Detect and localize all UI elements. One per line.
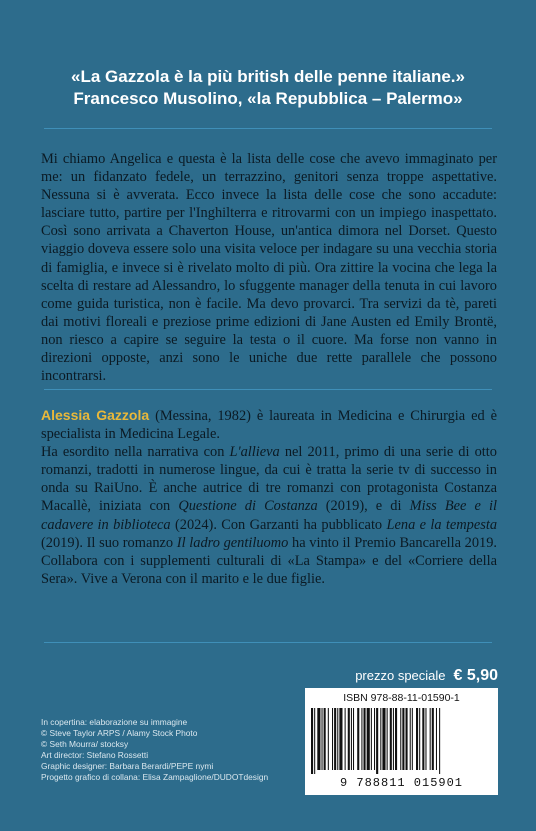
barcode-bar [374, 708, 375, 770]
barcode-bar [410, 708, 411, 770]
barcode-bar [430, 708, 431, 770]
divider-bottom [44, 642, 492, 643]
barcode-bar [371, 708, 372, 770]
divider-top [44, 128, 492, 129]
barcode-bar [364, 708, 366, 770]
barcode-bar [334, 708, 336, 770]
barcode-bar [328, 708, 329, 770]
price-label: prezzo speciale [355, 668, 446, 683]
book-title: Il ladro gentiluomo [176, 534, 289, 551]
barcode-bars [311, 708, 492, 774]
barcode-bar [348, 708, 350, 770]
bio-paragraph-1 [41, 406, 497, 443]
back-cover-blurb: Mi chiamo Angelica e questa è la lista delle cose che avevo immaginato per me: un fidanzato fedele, un terrazzino, genitori senza troppe aspettative. Nessuna si è avverata. Ecco invece la lista delle cose che sono accadute: lasciare tutto, partire per l'Inghilterra e ritrovarmi con un impiego inaspettato. Così sono arrivata a Chaverton House, un'antica dimora nel Dorset. Questo viaggio doveva essere solo una visita veloce per indagare su una vecchia storia di famiglia, e invece si è rivelato molto di più. Ora zittire la vocina che lega la scelta di restare ad Alessandro, lo sfuggente manager della tenuta in cui lavoro come guida turistica, non è facile. Ma devo provarci. Tra servizi da tè, pareti dai motivi floreali e preziose prime edizioni di Jane Austen ed Emily Brontë, non riesco a capire se seguire la testa o il cuore. Ma forse non vanno in direzioni opposte, anzi sono le uniche due rette parallele che possono incontrarsi. [41, 151, 497, 385]
book-title: L'allieva [229, 444, 280, 461]
barcode-bar [317, 708, 320, 770]
barcode-bar [322, 708, 323, 770]
barcode-bar [387, 708, 388, 770]
barcode-bar [425, 708, 426, 770]
price-value: € 5,90 [453, 667, 498, 684]
credit-line: In copertina: elaborazione su immagine [41, 717, 188, 727]
barcode-bar [337, 708, 338, 770]
barcode-bar [357, 708, 359, 770]
barcode-bar [406, 708, 408, 770]
barcode-bar [436, 708, 437, 770]
bio-text: (2024). Con Garzanti ha pubblicato [170, 516, 387, 533]
barcode-bar [395, 708, 397, 770]
credit-line: Art director: Stefano Rossetti [41, 750, 149, 760]
isbn-number: ISBN 978-88-11-01590-1 [343, 692, 460, 704]
divider-middle [44, 389, 492, 390]
isbn-barcode [305, 688, 498, 795]
book-title: Miss Bee e il cadavere in biblioteca [41, 498, 497, 533]
book-title: Lena e la tempesta [386, 516, 498, 533]
bio-text: (2019). Il suo romanzo [41, 534, 177, 551]
barcode-bar [332, 708, 333, 770]
barcode-bar [324, 708, 326, 770]
barcode-bar [351, 708, 352, 770]
bio-text: ha vinto il Premio Bancarella 2019. Collabora con i supplementi culturali di «La Stampa» e del «Corriere della Sera». Vive a Verona con il marito e le due figlie. [41, 534, 498, 587]
barcode-bar [382, 708, 385, 770]
bio-text: nel 2011, primo di una serie di otto romanzi, tradotti in numerose lingue, da cui è tratta la serie tv di successo in onda su RaiUno. È anche autrice di tre romanzi con protagonista Costanza Macallè, iniziata con [41, 444, 497, 515]
barcode-bar [345, 708, 346, 770]
barcode-bar [416, 708, 418, 770]
credit-line: © Steve Taylor ARPS / Alamy Stock Photo [41, 728, 198, 738]
bio-text: Ha esordito nella narrativa con [41, 444, 230, 461]
barcode-bar [367, 708, 370, 770]
author-name: Alessia Gazzola [41, 407, 150, 423]
barcode-bar [380, 708, 381, 770]
barcode-bar [393, 708, 394, 770]
barcode-bar [353, 708, 354, 770]
barcode-digits: 9 788811 015901 [339, 776, 464, 790]
bio-intro: (Messina, 1982) è laureata in Medicina e Chirurgia ed è specialista in Medicina Legale. [41, 408, 497, 443]
barcode-bar [439, 708, 440, 774]
price-tag [355, 667, 498, 685]
barcode-bar [402, 708, 404, 770]
bio-text: (2019), e di [317, 498, 410, 515]
credit-line: © Seth Mourra/ stocksy [41, 739, 129, 749]
credit-line: Graphic designer: Barbara Berardi/PEPE nymi [41, 761, 214, 771]
barcode-bar [419, 708, 420, 770]
press-quote [0, 66, 536, 110]
barcode-bar [311, 708, 313, 774]
bio-paragraph-2 [41, 443, 497, 588]
quote-text: «La Gazzola è la più british delle penne italiane.» [71, 67, 465, 86]
barcode-bar [314, 708, 315, 774]
barcode-bar [339, 708, 342, 770]
book-title: Questione di Costanza [178, 498, 318, 515]
barcode-bar [400, 708, 401, 770]
barcode-bar [376, 708, 378, 774]
cover-credits [41, 717, 268, 783]
credit-line: Progetto grafico di collana: Elisa Zampaglione/DUDOTdesign [41, 772, 269, 782]
barcode-bar [432, 708, 434, 770]
author-bio [41, 406, 497, 588]
barcode-bar [422, 708, 424, 770]
quote-attribution: Francesco Musolino, «la Repubblica – Palermo» [73, 89, 463, 108]
barcode-bar [390, 708, 392, 770]
barcode-bar [412, 708, 413, 770]
barcode-bar [361, 708, 362, 770]
